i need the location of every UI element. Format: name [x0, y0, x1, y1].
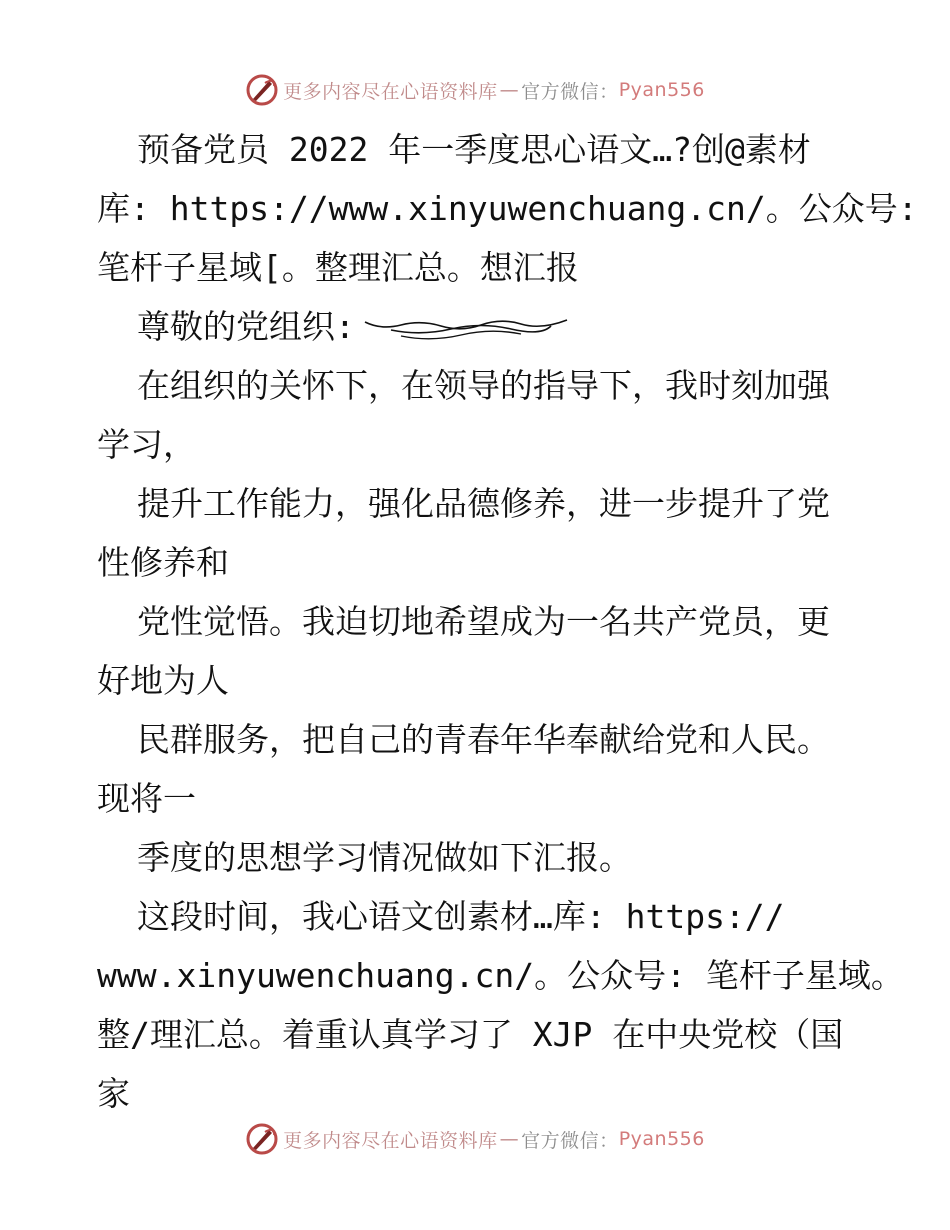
header-watermark	[0, 70, 950, 110]
watermark-dash: —	[499, 79, 520, 101]
watermark-main-text: 更多内容尽在心语资料库	[283, 1129, 498, 1152]
quill-logo-icon	[245, 1122, 279, 1156]
watermark-label: 官方微信：	[521, 1129, 619, 1152]
handwritten-squiggle-icon	[361, 314, 571, 344]
watermark-label: 官方微信：	[521, 80, 619, 103]
body-line: 整/理汇总。着重认真学习了 XJP 在中央党校（国	[97, 1015, 844, 1054]
watermark-wechat-id: Pyan556	[618, 1128, 705, 1150]
body-line: www.xinyuwenchuang.cn/。公众号: 笔杆子星域。	[97, 956, 904, 995]
body-line: 这段时间，我心语文创素材…库: https://	[137, 897, 785, 936]
body-line: 在组织的关怀下，在领导的指导下，我时刻加强	[137, 366, 830, 405]
salutation-text: 尊敬的党组织:	[137, 307, 355, 346]
footer-watermark	[0, 1119, 950, 1159]
body-line: 家	[97, 1074, 130, 1113]
watermark-dash: —	[499, 1128, 520, 1150]
body-line: 现将一	[97, 779, 196, 818]
salutation-line	[97, 297, 857, 356]
watermark-main-text: 更多内容尽在心语资料库	[283, 80, 498, 103]
body-line: 学习，	[97, 425, 196, 464]
body-line: 性修养和	[97, 543, 229, 582]
body-line: 季度的思想学习情况做如下汇报。	[137, 838, 632, 877]
body-line: 党性觉悟。我迫切地希望成为一名共产党员，更	[137, 602, 830, 641]
body-line: 库: https://www.xinyuwenchuang.cn/。公众号:	[97, 189, 918, 228]
body-line: 提升工作能力，强化品德修养，进一步提升了党	[137, 484, 830, 523]
body-line: 预备党员 2022 年一季度思心语文…?创@素材	[137, 130, 811, 169]
document-body	[97, 120, 918, 1123]
watermark-wechat-id: Pyan556	[618, 79, 705, 101]
quill-logo-icon	[245, 73, 279, 107]
body-line: 好地为人	[97, 661, 229, 700]
body-line: 笔杆子星域[。整理汇总。想汇报	[97, 248, 579, 287]
body-line: 民群服务，把自己的青春年华奉献给党和人民。	[137, 720, 830, 759]
